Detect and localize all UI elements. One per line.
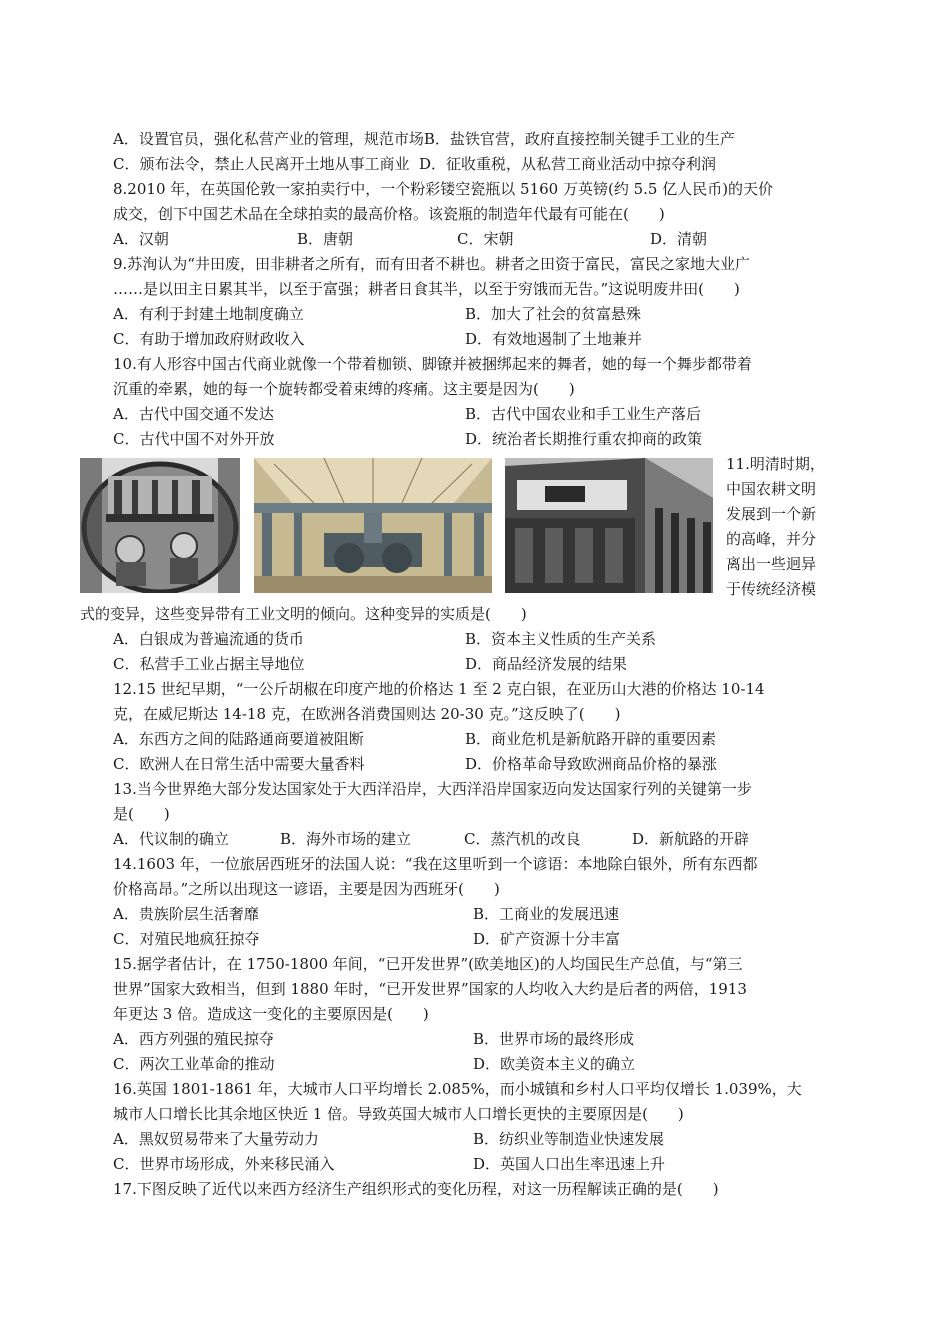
- q9-option-c: C．有助于增加政府财政收入: [113, 330, 305, 348]
- q13-option-c: C．蒸汽机的改良: [464, 830, 581, 848]
- option-row: [113, 129, 735, 149]
- q15-option-b: B．世界市场的最终形成: [473, 1030, 635, 1048]
- q14-option-a: A．贵族阶层生活奢靡: [113, 905, 259, 923]
- q11-image-workshop-engraving: [80, 458, 240, 593]
- q10-option-d: D．统治者长期推行重农抑商的政策: [465, 430, 703, 448]
- q14-option-b: B．工商业的发展迅速: [473, 905, 620, 923]
- q13-option-b: B．海外市场的建立: [280, 830, 412, 848]
- q9-option-a: A．有利于封建土地制度确立: [113, 305, 304, 323]
- q8-option-d: D．清朝: [650, 230, 708, 248]
- q12-option-d: D．价格革命导致欧洲商品价格的暴涨: [465, 755, 718, 773]
- q9-stem-line: 9.苏洵认为“井田废，田非耕者之所有，而有田者不耕也。耕者之田资于富民，富民之家地大业广: [113, 255, 750, 273]
- q10-option-b: B．古代中国农业和手工业生产落后: [465, 405, 702, 423]
- q17-stem-line: 17.下图反映了近代以来西方经济生产组织形式的变化历程，对这一历程解读正确的是( ): [113, 1180, 719, 1198]
- q11-option-d: D．商品经济发展的结果: [465, 655, 628, 673]
- q16-option-d: D．英国人口出生率迅速上升: [473, 1155, 666, 1173]
- q8-stem-line: 8.2010 年，在英国伦敦一家拍卖行中，一个粉彩镂空瓷瓶以 5160 万英镑(约 5.5 亿人民币)的天价: [113, 180, 774, 198]
- q8-option-b: B．唐朝: [297, 230, 354, 248]
- q14-option-c: C．对殖民地疯狂掠夺: [113, 930, 260, 948]
- q13-option-a: A．代议制的确立: [113, 830, 229, 848]
- q11-side-line: 离出一些迥异: [726, 555, 817, 573]
- q13-stem-line: 是( ): [113, 805, 170, 823]
- option-a: A．设置官员，强化私营产业的管理，规范市场: [113, 130, 424, 148]
- option-c: C．颁布法令，禁止人民离开土地从事工商业: [113, 155, 410, 173]
- q8-stem-line: 成交，创下中国艺术品在全球拍卖的最高价格。该瓷瓶的制造年代最有可能在( ): [113, 205, 665, 223]
- q15-stem-line: 15.据学者估计，在 1750-1800 年间，“已开发世界”(欧美地区)的人均国民生产总值，与“第三: [113, 955, 743, 973]
- q16-option-c: C．世界市场形成，外来移民涌入: [113, 1155, 335, 1173]
- q11-side-line: 的高峰，并分: [726, 530, 817, 548]
- q16-stem-line: 16.英国 1801-1861 年，大城市人口平均增长 2.085%，而小城镇和乡村人口平均仅增长 1.039%，大: [113, 1080, 802, 1098]
- q11-side-line: 中国农耕文明: [726, 480, 817, 498]
- q14-stem-line: 价格高昂。”之所以出现这一谚语，主要是因为西班牙( ): [113, 880, 500, 898]
- q16-option-a: A．黑奴贸易带来了大量劳动力: [113, 1130, 319, 1148]
- q9-option-d: D．有效地遏制了土地兼并: [465, 330, 643, 348]
- q12-stem-line: 克，在威尼斯达 14-18 克，在欧洲各消费国则达 20-30 克。”这反映了( ): [113, 705, 621, 723]
- q11-image-modern-building: [505, 458, 713, 593]
- q16-stem-line: 城市人口增长比其余地区快近 1 倍。导致英国大城市人口增长更快的主要原因是( ): [113, 1105, 684, 1123]
- q11-option-c: C．私营手工业占据主导地位: [113, 655, 305, 673]
- q9-stem-line: ……是以田主日累其半，以至于富强；耕者日食其半，以至于穷饿而无告。”这说明废井田( ): [113, 280, 740, 298]
- q12-option-a: A．东西方之间的陆路通商要道被阻断: [113, 730, 364, 748]
- q11-image-factory-hall: [254, 458, 492, 593]
- q11-option-a: A．白银成为普遍流通的货币: [113, 630, 304, 648]
- q10-option-c: C．古代中国不对外开放: [113, 430, 275, 448]
- q9-option-b: B．加大了社会的贫富悬殊: [465, 305, 642, 323]
- q15-option-d: D．欧美资本主义的确立: [473, 1055, 636, 1073]
- option-b: B．盐铁官营，政府直接控制关键手工业的生产: [423, 130, 735, 148]
- q13-option-d: D．新航路的开辟: [632, 830, 750, 848]
- q15-option-c: C．两次工业革命的推动: [113, 1055, 275, 1073]
- q15-option-a: A．西方列强的殖民掠夺: [113, 1030, 274, 1048]
- q10-stem-line: 10.有人形容中国古代商业就像一个带着枷锁、脚镣并被捆绑起来的舞者，她的每一个舞步都带着: [113, 355, 752, 373]
- q12-option-c: C．欧洲人在日常生活中需要大量香料: [113, 755, 365, 773]
- q11-side-line: 于传统经济模: [726, 580, 817, 598]
- q13-stem-line: 13.当今世界绝大部分发达国家处于大西洋沿岸，大西洋沿岸国家迈向发达国家行列的关键第一步: [113, 780, 752, 798]
- q15-stem-line: 世界”国家大致相当，但到 1880 年时，“已开发世界”国家的人均收入大约是后者的两倍，1913: [113, 980, 747, 998]
- q11-side-line: 发展到一个新: [726, 505, 817, 523]
- q8-option-a: A．汉朝: [113, 230, 169, 248]
- q11-stem-line: 式的变异，这些变异带有工业文明的倾向。这种变异的实质是( ): [80, 605, 527, 623]
- q11-side-line: 11.明清时期，: [726, 455, 825, 473]
- q12-option-b: B．商业危机是新航路开辟的重要因素: [465, 730, 717, 748]
- q14-stem-line: 14.1603 年，一位旅居西班牙的法国人说：“我在这里听到一个谚语：本地除白银外，所有东西都: [113, 855, 758, 873]
- option-row: [113, 154, 716, 174]
- q10-stem-line: 沉重的牵累，她的每一个旋转都受着束缚的疼痛。这主要是因为( ): [113, 380, 575, 398]
- q14-option-d: D．矿产资源十分丰富: [473, 930, 621, 948]
- q10-option-a: A．古代中国交通不发达: [113, 405, 274, 423]
- q12-stem-line: 12.15 世纪早期，“一公斤胡椒在印度产地的价格达 1 至 2 克白银，在亚历山大港的价格达 10-14: [113, 680, 765, 698]
- q16-option-b: B．纺织业等制造业快速发展: [473, 1130, 665, 1148]
- q15-stem-line: 年更达 3 倍。造成这一变化的主要原因是( ): [113, 1005, 429, 1023]
- option-d: D．征收重税，从私营工商业活动中掠夺利润: [419, 155, 717, 173]
- q8-option-c: C．宋朝: [457, 230, 514, 248]
- q11-option-b: B．资本主义性质的生产关系: [465, 630, 657, 648]
